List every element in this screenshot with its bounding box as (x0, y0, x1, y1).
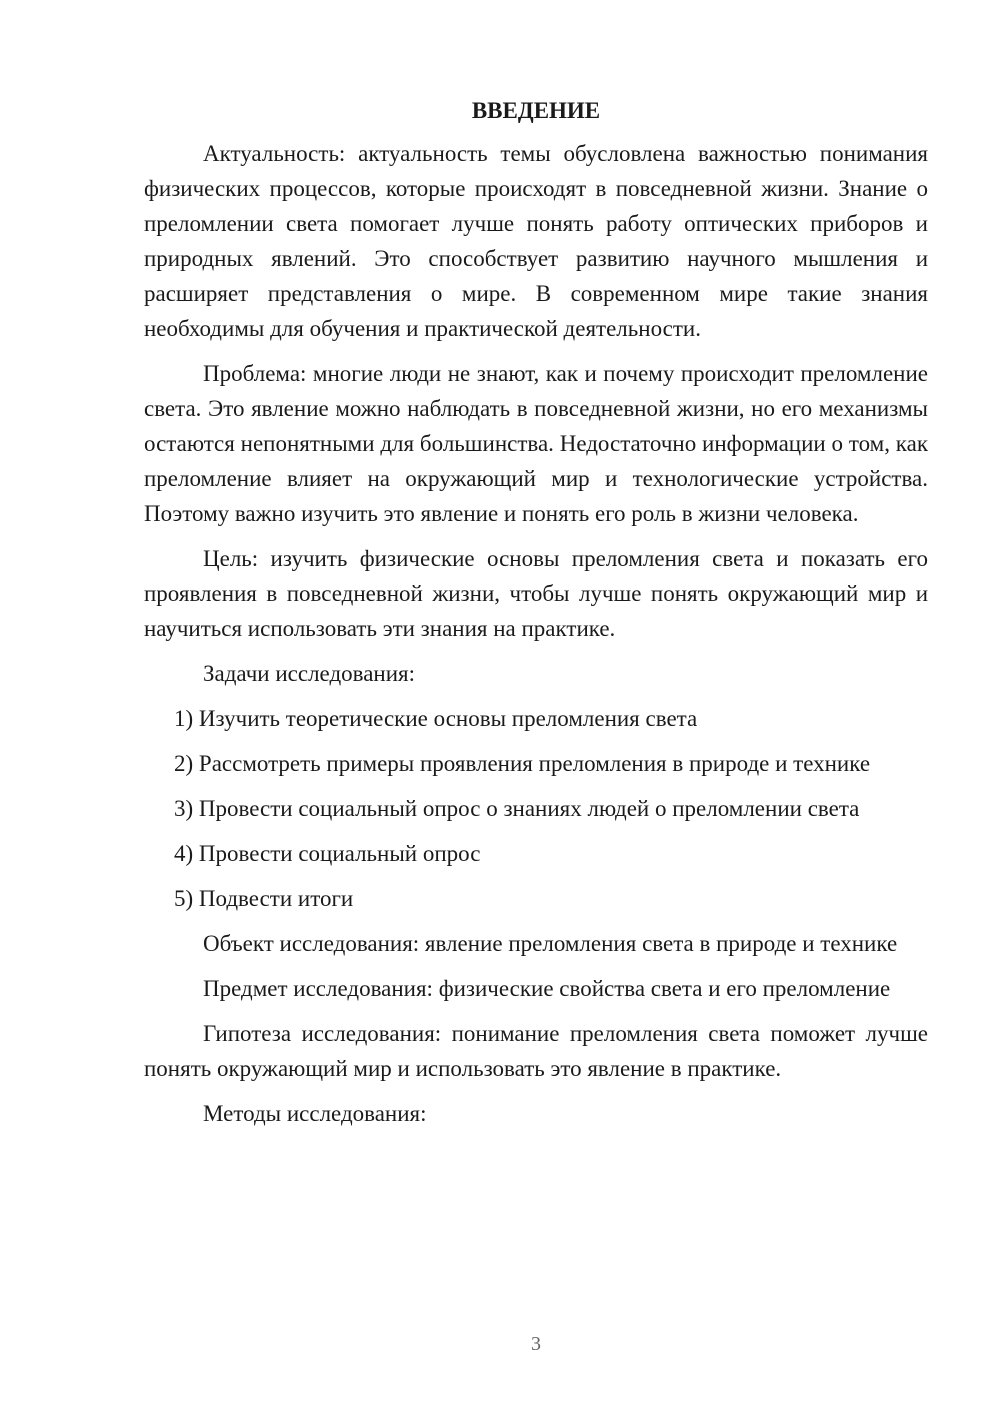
object-paragraph: Объект исследования: явление преломления света в природе и технике (203, 931, 898, 956)
tasks-list (144, 701, 928, 916)
tasks-heading: Задачи исследования: (203, 661, 416, 686)
list-item: 2) Рассмотреть примеры проявления преломления в природе и технике (174, 751, 871, 776)
relevance-paragraph: Актуальность: актуальность темы обусловлена важностью понимания физических процессов, которые происходят в повседневной жизни. Знание о преломлении света помогает лучше понять работу оптических приборов и природных явлений. Это способствует развитию научного мышления и расширяет представления о мире. В современном мире такие знания необходимы для обучения и практической деятельности. (144, 141, 928, 341)
page-number: 3 (531, 1333, 541, 1355)
problem-paragraph: Проблема: многие люди не знают, как и почему происходит преломление света. Это явление можно наблюдать в повседневной жизни, но его механизмы остаются непонятными для большинства. Недостаточно информации о том, как преломление влияет на окружающий мир и технологические устройства. Поэтому важно изучить это явление и понять его роль в жизни человека. (144, 361, 928, 526)
goal-paragraph: Цель: изучить физические основы преломления света и показать его проявления в повседневной жизни, чтобы лучше понять окружающий мир и научиться использовать эти знания на практике. (144, 546, 928, 641)
methods-heading: Методы исследования: (203, 1101, 427, 1126)
page-content (144, 96, 928, 1141)
list-item: 4) Провести социальный опрос (174, 841, 481, 866)
list-item: 1) Изучить теоретические основы преломления света (174, 706, 698, 731)
page-title: ВВЕДЕНИЕ (471, 98, 601, 123)
subject-paragraph: Предмет исследования: физические свойства света и его преломление (203, 976, 891, 1001)
list-item: 5) Подвести итоги (174, 886, 354, 911)
hypothesis-paragraph: Гипотеза исследования: понимание преломления света поможет лучше понять окружающий мир и использовать это явление в практике. (144, 1021, 928, 1081)
list-item: 3) Провести социальный опрос о знаниях людей о преломлении света (174, 796, 860, 821)
